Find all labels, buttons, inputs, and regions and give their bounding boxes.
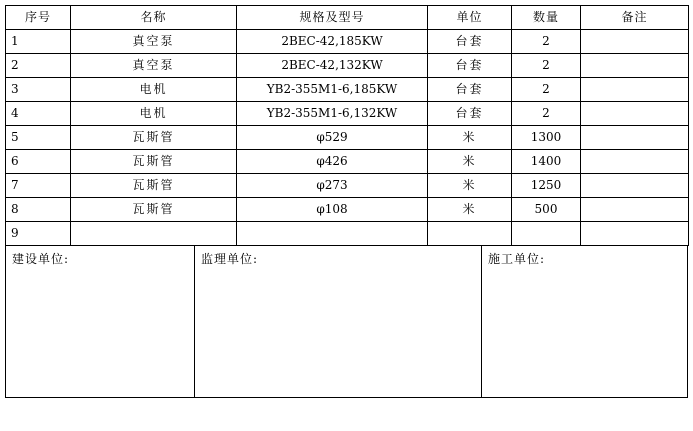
cell-no: 4 xyxy=(6,102,71,126)
cell-remark xyxy=(581,174,689,198)
cell-remark xyxy=(581,222,689,246)
contractor-unit-signature xyxy=(482,246,687,397)
table-row xyxy=(6,150,689,174)
cell-unit: 米 xyxy=(428,150,512,174)
cell-name: 瓦斯管 xyxy=(71,126,237,150)
table-header-row xyxy=(6,6,689,30)
cell-spec: 2BEC-42,185KW xyxy=(237,30,428,54)
cell-unit: 米 xyxy=(428,198,512,222)
header-qty: 数量 xyxy=(512,6,581,30)
header-no: 序号 xyxy=(6,6,71,30)
cell-unit: 台套 xyxy=(428,102,512,126)
cell-qty: 2 xyxy=(512,78,581,102)
cell-unit: 米 xyxy=(428,174,512,198)
cell-spec: φ529 xyxy=(237,126,428,150)
cell-qty: 500 xyxy=(512,198,581,222)
cell-name: 电机 xyxy=(71,102,237,126)
cell-no: 1 xyxy=(6,30,71,54)
signature-section xyxy=(5,246,688,398)
cell-unit: 台套 xyxy=(428,54,512,78)
cell-remark xyxy=(581,102,689,126)
cell-remark xyxy=(581,78,689,102)
header-name: 名称 xyxy=(71,6,237,30)
cell-remark xyxy=(581,126,689,150)
cell-remark xyxy=(581,30,689,54)
header-unit: 单位 xyxy=(428,6,512,30)
table-row xyxy=(6,126,689,150)
cell-no: 3 xyxy=(6,78,71,102)
contractor-unit-label: 施工单位: xyxy=(488,252,546,266)
construction-unit-signature xyxy=(6,246,195,397)
equipment-table xyxy=(5,5,689,246)
cell-no: 7 xyxy=(6,174,71,198)
table-row xyxy=(6,30,689,54)
cell-name: 瓦斯管 xyxy=(71,150,237,174)
table-row xyxy=(6,78,689,102)
cell-remark xyxy=(581,54,689,78)
cell-remark xyxy=(581,150,689,174)
cell-qty: 1400 xyxy=(512,150,581,174)
header-spec: 规格及型号 xyxy=(237,6,428,30)
table-row xyxy=(6,222,689,246)
cell-no: 8 xyxy=(6,198,71,222)
table-row xyxy=(6,198,689,222)
cell-spec: φ273 xyxy=(237,174,428,198)
table-row xyxy=(6,102,689,126)
cell-spec: YB2-355M1-6,132KW xyxy=(237,102,428,126)
supervision-unit-signature xyxy=(195,246,482,397)
cell-no: 2 xyxy=(6,54,71,78)
cell-no: 6 xyxy=(6,150,71,174)
cell-unit: 台套 xyxy=(428,30,512,54)
cell-name: 真空泵 xyxy=(71,54,237,78)
cell-unit: 台套 xyxy=(428,78,512,102)
table-row xyxy=(6,174,689,198)
cell-qty xyxy=(512,222,581,246)
cell-unit: 米 xyxy=(428,126,512,150)
supervision-unit-label: 监理单位: xyxy=(201,252,259,266)
cell-name: 瓦斯管 xyxy=(71,174,237,198)
cell-no: 9 xyxy=(6,222,71,246)
cell-spec xyxy=(237,222,428,246)
header-remark: 备注 xyxy=(581,6,689,30)
cell-qty: 1300 xyxy=(512,126,581,150)
cell-name: 瓦斯管 xyxy=(71,198,237,222)
cell-qty: 1250 xyxy=(512,174,581,198)
cell-qty: 2 xyxy=(512,30,581,54)
cell-unit xyxy=(428,222,512,246)
cell-qty: 2 xyxy=(512,54,581,78)
cell-spec: φ426 xyxy=(237,150,428,174)
table-row xyxy=(6,54,689,78)
cell-name: 电机 xyxy=(71,78,237,102)
cell-spec: YB2-355M1-6,185KW xyxy=(237,78,428,102)
cell-spec: φ108 xyxy=(237,198,428,222)
cell-no: 5 xyxy=(6,126,71,150)
cell-spec: 2BEC-42,132KW xyxy=(237,54,428,78)
cell-qty: 2 xyxy=(512,102,581,126)
equipment-list-sheet xyxy=(5,5,688,398)
cell-name: 真空泵 xyxy=(71,30,237,54)
cell-name xyxy=(71,222,237,246)
construction-unit-label: 建设单位: xyxy=(12,252,70,266)
cell-remark xyxy=(581,198,689,222)
